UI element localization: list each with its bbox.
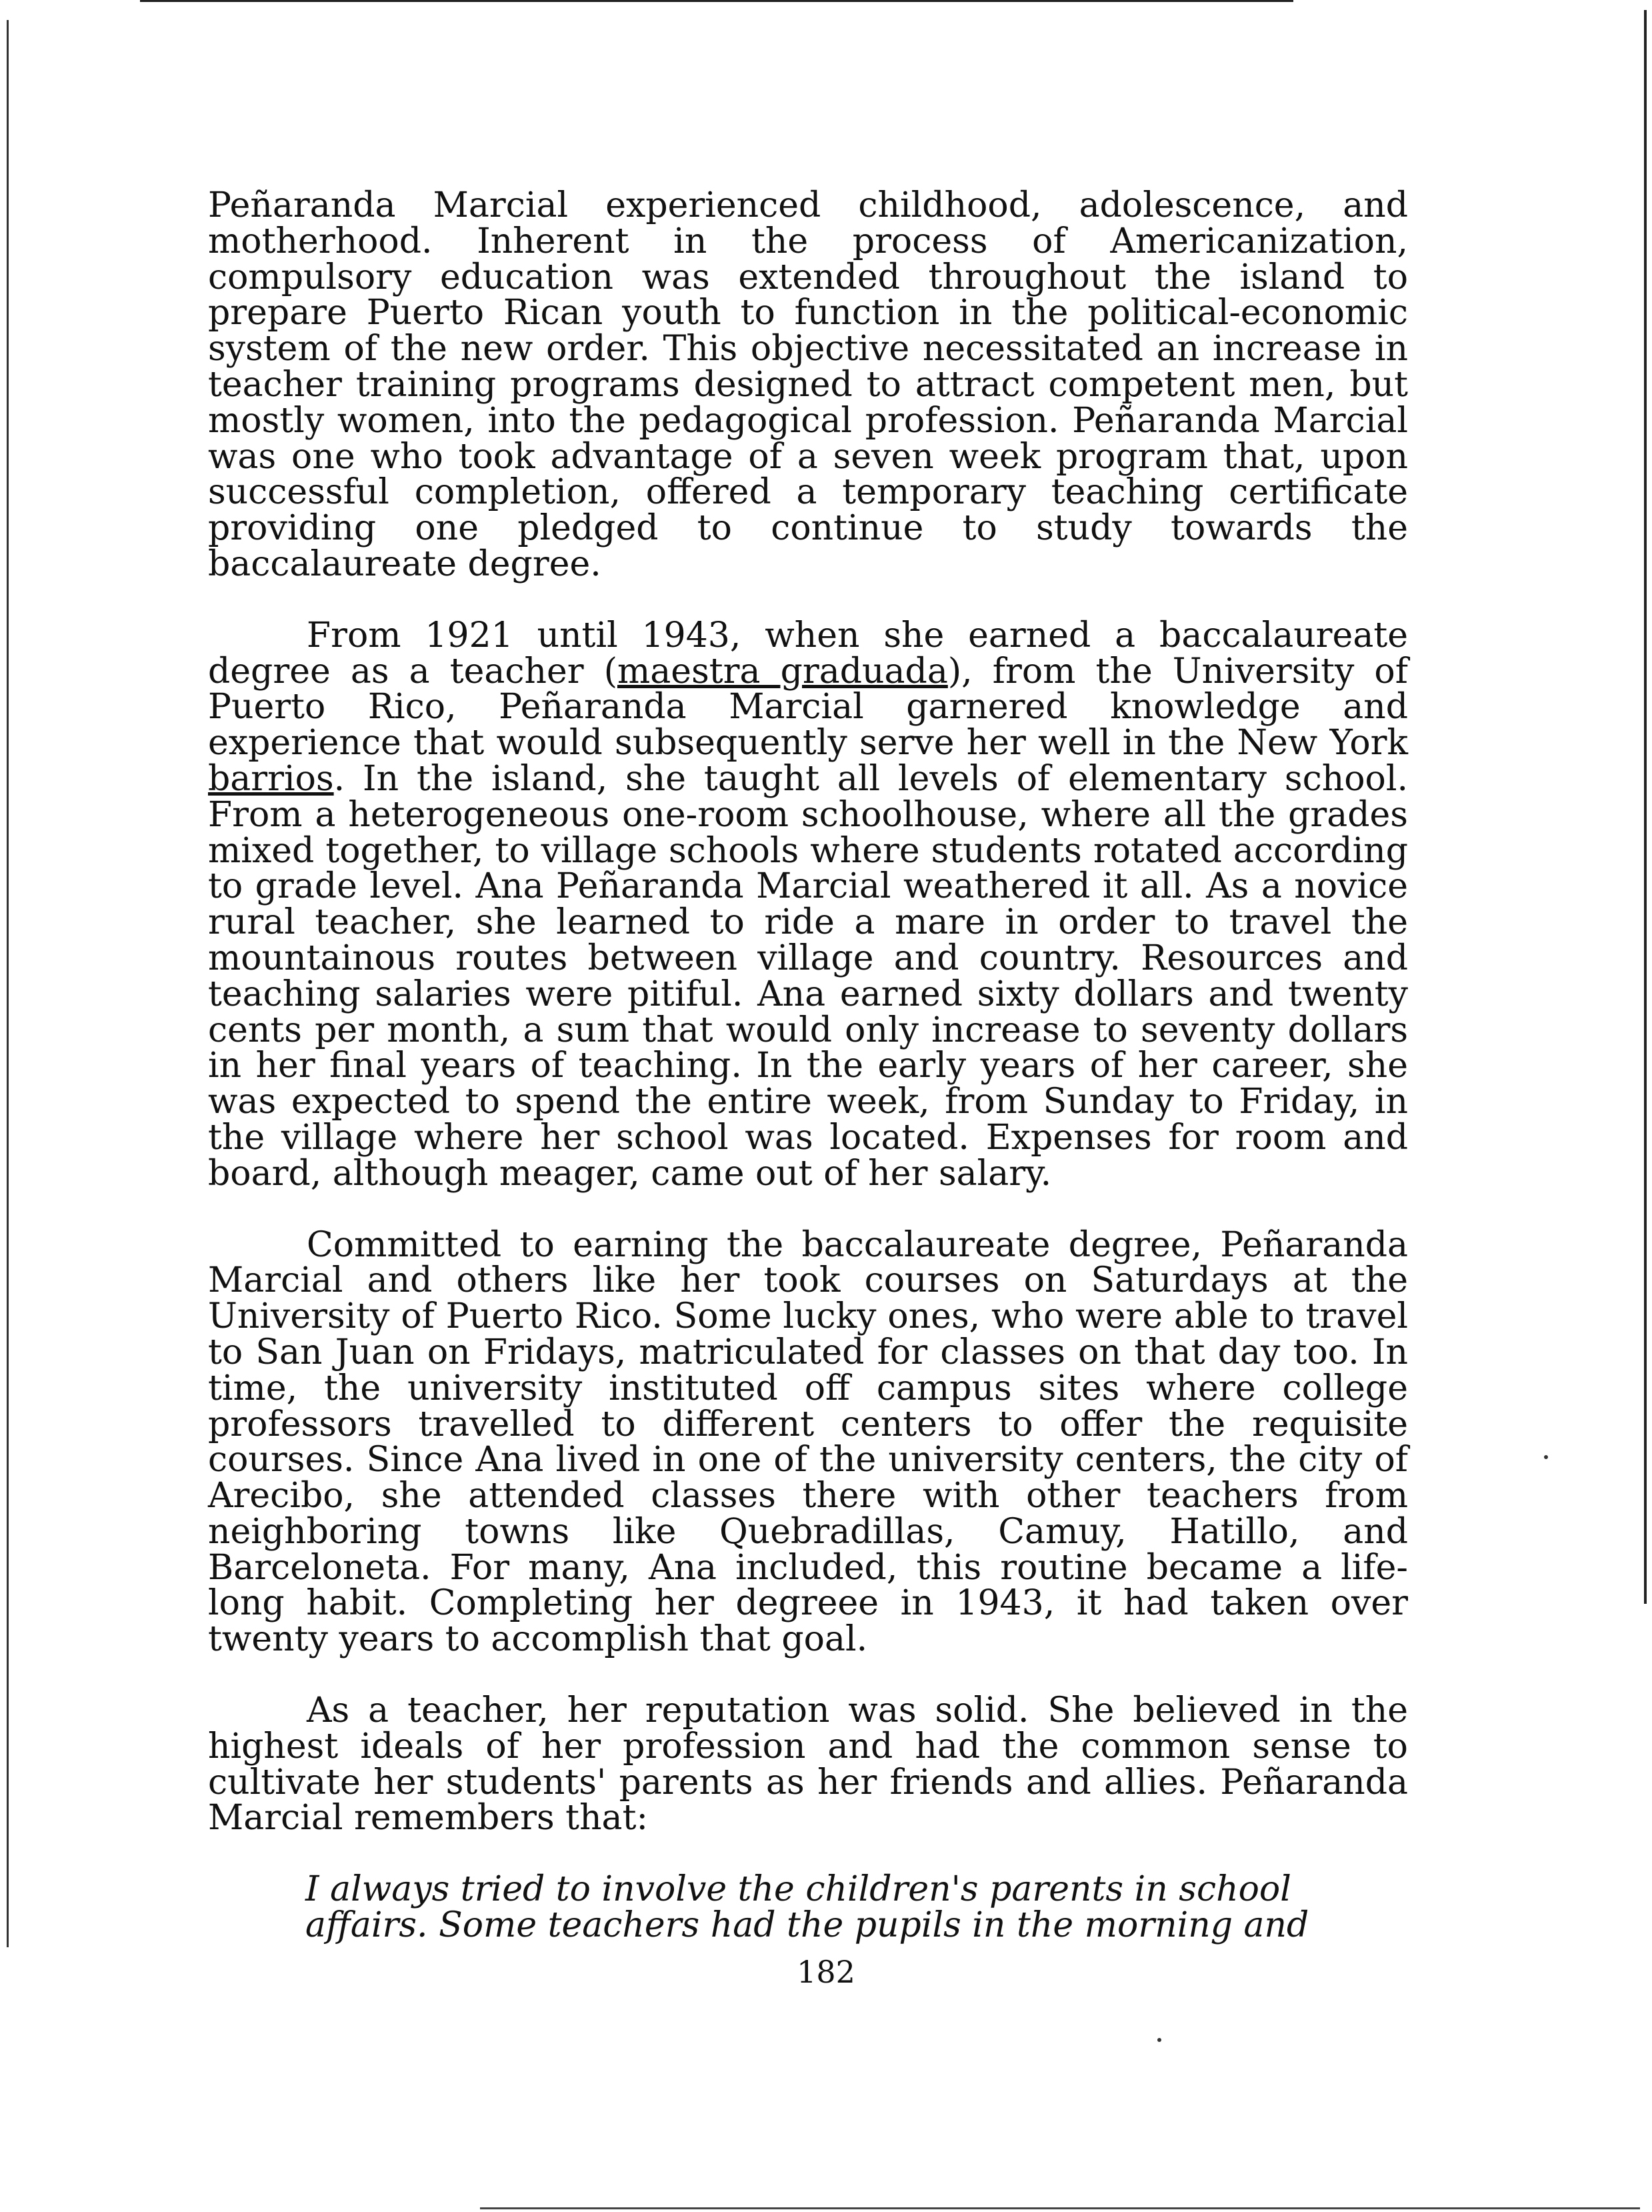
paragraph-2 <box>208 615 1408 1194</box>
paragraph-4: As a teacher, her reputation was solid. She believed in the highest ideals of her profession and had the common sense to cultivate her students' parents as her friends and allies. Peñaranda Marcial remembers that: <box>208 1691 1408 1839</box>
scan-edge-left <box>7 20 9 1947</box>
scan-speck <box>1544 1455 1548 1459</box>
page-body <box>208 185 1408 1946</box>
paragraph-2-text-b: ), from the University of Puerto Rico, Peñaranda Marcial garnered knowledge and experience that would subsequently serve her well in the New York <box>208 651 1408 764</box>
paragraph-2-text-a: From 1921 until 1943, when she earned a baccalaureate degree as a teacher ( <box>208 615 1408 692</box>
paragraph-3: Committed to earning the baccalaureate degree, Peñaranda Marcial and others like her took courses on Saturdays at the University of Puerto Rico. Some lucky ones, who were able to travel to San Juan on Fridays, matriculated for classes on that day too. In time, the university instituted off campus sites where college professors travelled to different centers to offer the requisite courses. Since Ana lived in one of the university centers, the city of Arecibo, she attended classes there with other teachers from neighboring towns like Quebradillas, Camuy, Hatillo, and Barceloneta. For many, Ana included, this routine became a life-long habit. Completing her degreee in 1943, it had taken over twenty years to accomplish that goal. <box>208 1224 1408 1660</box>
term-barrios: barrios <box>208 758 334 799</box>
scan-speck <box>1157 2038 1161 2042</box>
block-quote: I always tried to involve the children's parents in school affairs. Some teachers had the pupils in the morning and <box>305 1869 1309 1946</box>
scan-edge-right <box>1644 10 1647 1604</box>
page-number: 182 <box>797 1954 855 1990</box>
term-maestra-graduada: maestra graduada <box>617 651 948 692</box>
scan-edge-top <box>140 0 1293 2</box>
scan-edge-bottom <box>480 2207 1640 2209</box>
paragraph-1: Peñaranda Marcial experienced childhood, adolescence, and motherhood. Inherent in the process of Americanization, compulsory education was extended throughout the island to prepare Puerto Rican youth to function in the political-economic system of the new order. This objective necessitated an increase in teacher training programs designed to attract competent men, but mostly women, into the pedagogical profession. Peñaranda Marcial was one who took advantage of a seven week program that, upon successful completion, offered a temporary teaching certificate providing one pledged to continue to study towards the baccalaureate degree. <box>208 185 1408 584</box>
paragraph-2-text-c: . In the island, she taught all levels of elementary school. From a heterogeneous one-room schoolhouse, where all the grades mixed together, to village schools where students rotated according to grade level. Ana Peñaranda Marcial weathered it all. As a novice rural teacher, she learned to ride a mare in order to travel the mountainous routes between village and country. Resources and teaching salaries were pitiful. Ana earned sixty dollars and twenty cents per month, a sum that would only increase to seventy dollars in her final years of teaching. In the early years of her career, she was expected to spend the entire week, from Sunday to Friday, in the village where her school was located. Expenses for room and board, although meager, came out of her salary. <box>208 758 1408 1194</box>
